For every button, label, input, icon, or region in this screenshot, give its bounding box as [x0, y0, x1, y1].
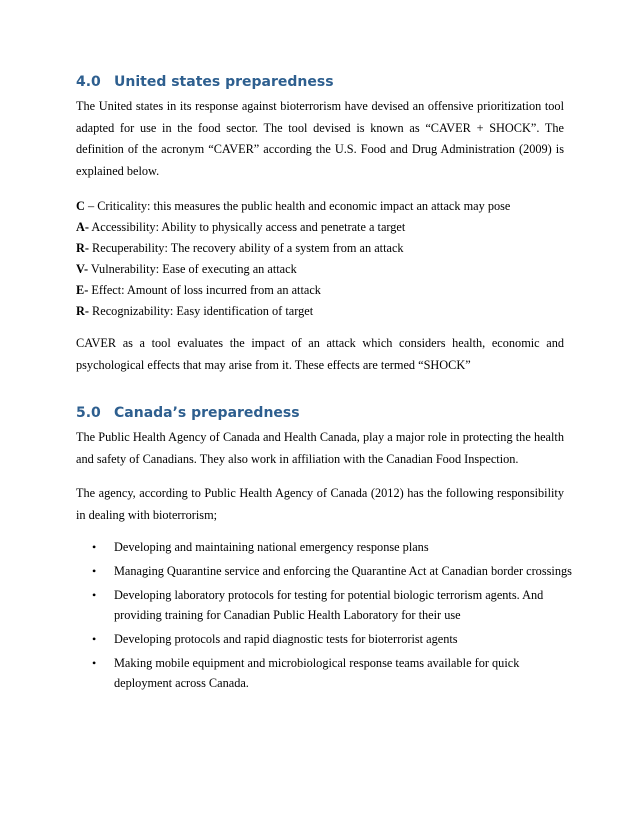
definition-text: Recuperability: The recovery ability of a system from an attack	[88, 241, 404, 255]
definition-line-v	[76, 261, 576, 277]
definition-line-r	[76, 240, 576, 256]
bullet-icon: •	[92, 564, 97, 578]
definition-letter: C	[76, 199, 85, 213]
section-number: 5.0	[76, 405, 101, 421]
definition-text: Effect: Amount of loss incurred from an attack	[88, 283, 321, 297]
canada-lead-paragraph: The agency, according to Public Health Agency of Canada (2012) has the following responsibility in dealing with bioterrorism;	[76, 486, 564, 522]
us-closing-paragraph: CAVER as a tool evaluates the impact of an attack which considers health, economic and psychological effects that may arise from it. These effects are termed “SHOCK”	[76, 336, 564, 372]
list-item: • Developing protocols and rapid diagnostic tests for bioterrorist agents	[76, 629, 576, 649]
definition-line-c	[76, 198, 576, 214]
definition-letter: R-	[76, 304, 89, 318]
definition-letter: A-	[76, 220, 89, 234]
definition-line-e	[76, 282, 576, 298]
definition-text: – Criticality: this measures the public health and economic impact an attack may pose	[84, 199, 511, 213]
section-heading-canada	[76, 405, 300, 421]
definition-letter: V-	[76, 262, 89, 276]
definition-line-a	[76, 219, 576, 235]
list-item: • Developing and maintaining national emergency response plans	[76, 537, 576, 557]
section-title: United states preparedness	[114, 74, 334, 90]
bullet-icon: •	[92, 540, 97, 554]
bullet-icon: •	[92, 588, 97, 602]
definition-text: Accessibility: Ability to physically access and penetrate a target	[88, 220, 406, 234]
bullet-icon: •	[92, 632, 97, 646]
responsibility-list	[76, 537, 576, 697]
list-item: • Managing Quarantine service and enforcing the Quarantine Act at Canadian border crossings	[76, 561, 576, 581]
section-title: Canada’s preparedness	[114, 405, 300, 421]
bullet-icon: •	[92, 656, 97, 670]
section-heading-us	[76, 74, 334, 90]
definition-line-r2	[76, 303, 576, 319]
list-item: • Making mobile equipment and microbiological response teams available for quick deployment across Canada.	[76, 653, 576, 693]
definition-letter: E-	[76, 283, 89, 297]
definition-text: Recognizability: Easy identification of target	[88, 304, 314, 318]
section-number: 4.0	[76, 74, 101, 90]
definition-text: Vulnerability: Ease of executing an attack	[88, 262, 297, 276]
definition-letter: R-	[76, 241, 89, 255]
us-intro-paragraph: The United states in its response against bioterrorism have devised an offensive prioritization tool adapted for use in the food sector. The tool devised is known as “CAVER + SHOCK”. The definition of the acronym “CAVER” according the U.S. Food and Drug Administration (2009) is explained below.	[76, 99, 564, 178]
canada-intro-paragraph: The Public Health Agency of Canada and Health Canada, play a major role in protecting the health and safety of Canadians. They also work in affiliation with the Canadian Food Inspection.	[76, 430, 564, 466]
list-item: • Developing laboratory protocols for testing for potential biologic terrorism agents. And providing training for Canadian Public Health Laboratory for their use	[76, 585, 576, 625]
